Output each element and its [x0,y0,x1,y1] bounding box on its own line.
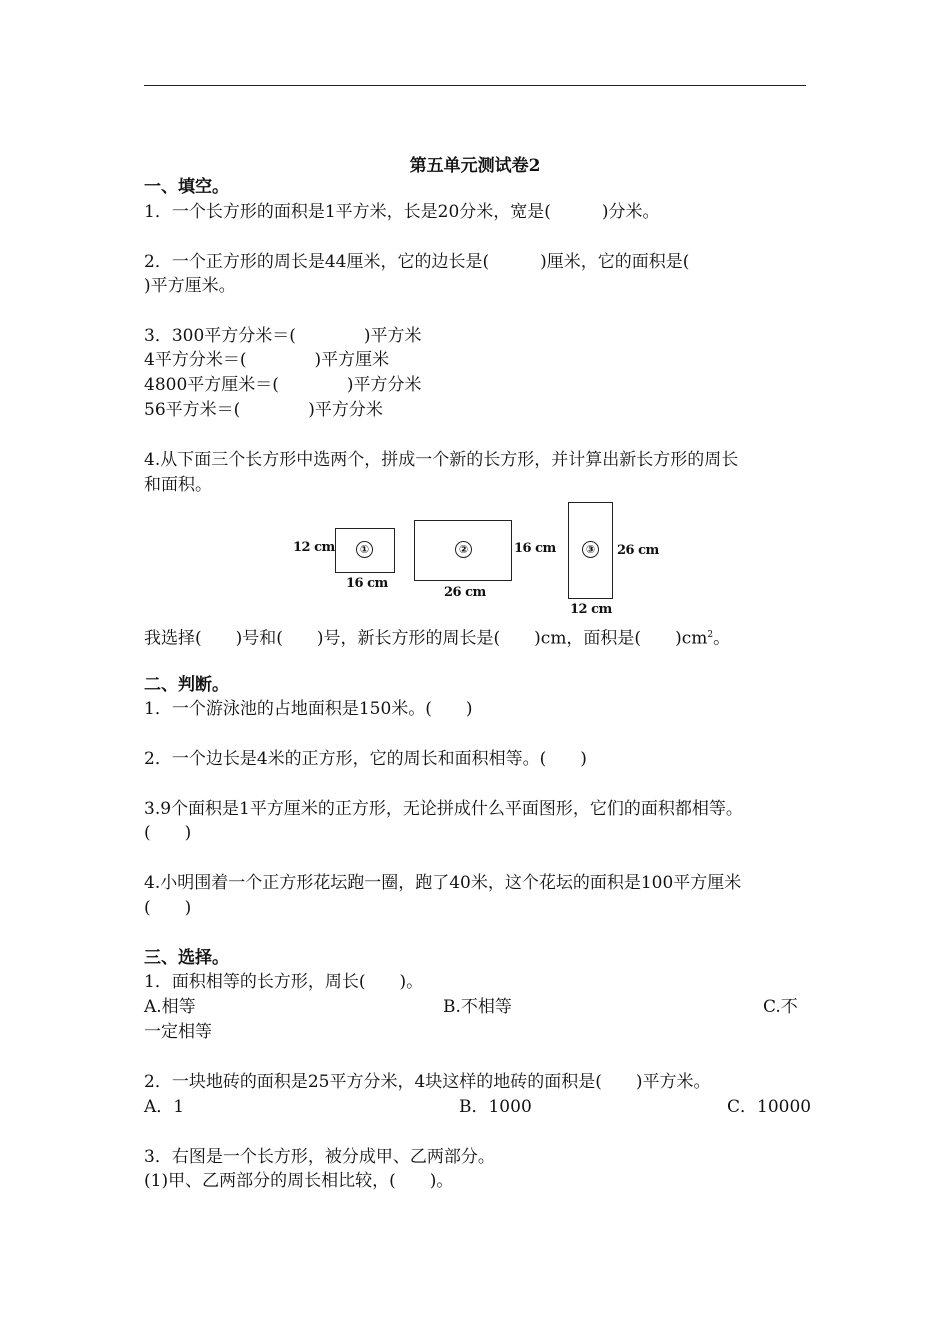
squared-superscript: 2 [707,630,714,640]
rect-3-side-label: 26 cm [617,543,659,558]
rect-1 [335,528,395,573]
rect-1-number: ① [356,541,373,558]
s1-question-3-line-1: 3．300平方分米＝( )平方米 [144,326,422,346]
rect-1-bottom-label: 16 cm [346,576,388,591]
s2-question-4-line-2: ( ) [144,898,192,918]
s1-question-3-line-2: 4平方分米＝( )平方厘米 [144,350,390,370]
s3-question-1: 1．面积相等的长方形，周长( )。 [144,972,424,992]
s3-q1-option-a: A.相等 [144,997,196,1017]
s1-question-4-line-1: 4.从下面三个长方形中选两个，拼成一个新的长方形，并计算出新长方形的周长 [144,450,739,470]
s1-question-4-line-2: 和面积。 [144,475,212,495]
s3-q1-option-c: C.不 [763,997,798,1017]
section-3-heading: 三、选择。 [144,948,229,968]
s1-question-3-line-4: 56平方米＝( )平方分米 [144,400,383,420]
header-rule [144,85,806,86]
s3-question-2: 2．一块地砖的面积是25平方分米，4块这样的地砖的面积是( )平方米。 [144,1072,711,1092]
s2-question-1: 1．一个游泳池的占地面积是150米。( ) [144,699,473,719]
answer-end: 。 [713,628,731,649]
s3-q1-option-b: B.不相等 [443,997,512,1017]
s2-question-3-line-1: 3.9个面积是1平方厘米的正方形，无论拼成什么平面图形，它们的面积都相等。 [144,799,743,819]
s3-q1-option-c-continued: 一定相等 [144,1022,212,1042]
rect-3-bottom-label: 12 cm [570,602,612,617]
rect-1-side-label: 12 cm [293,540,335,555]
section-1-heading: 一、填空。 [144,177,229,197]
rect-3 [568,502,613,599]
s2-question-2: 2．一个边长是4米的正方形，它的周长和面积相等。( ) [144,749,587,769]
s3-question-3-sub-1: (1)甲、乙两部分的周长相比较，( )。 [144,1171,454,1191]
s3-q2-option-c: C．10000 [727,1097,812,1117]
s2-question-4-line-1: 4.小明围着一个正方形花坛跑一圈，跑了40米，这个花坛的面积是100平方厘米 [144,873,742,893]
s3-q2-option-a: A．1 [144,1097,185,1117]
answer-text: 我选择( )号和( )号，新长方形的周长是( )cm，面积是( )cm [144,628,708,649]
s3-q2-option-b: B．1000 [459,1097,532,1117]
s2-question-3-line-2: ( ) [144,823,192,843]
s1-question-2-line-1: 2．一个正方形的周长是44厘米，它的边长是( )厘米，它的面积是( [144,252,690,272]
s1-question-2-line-2: )平方厘米。 [144,276,236,296]
s1-question-3-line-3: 4800平方厘米＝( )平方分米 [144,375,422,395]
rect-2-number: ② [455,541,472,558]
section-2-heading: 二、判断。 [144,675,229,695]
rect-2 [414,520,512,581]
s1-question-1: 1．一个长方形的面积是1平方米，长是20分米，宽是( )分米。 [144,202,660,222]
s3-question-3: 3．右图是一个长方形，被分成甲、乙两部分。 [144,1147,495,1167]
rect-2-side-label: 16 cm [514,541,556,556]
page-title: 第五单元测试卷2 [409,156,541,176]
rect-3-number: ③ [582,541,599,558]
s1-question-4-answer-line [144,624,730,650]
rect-2-bottom-label: 26 cm [444,585,486,600]
